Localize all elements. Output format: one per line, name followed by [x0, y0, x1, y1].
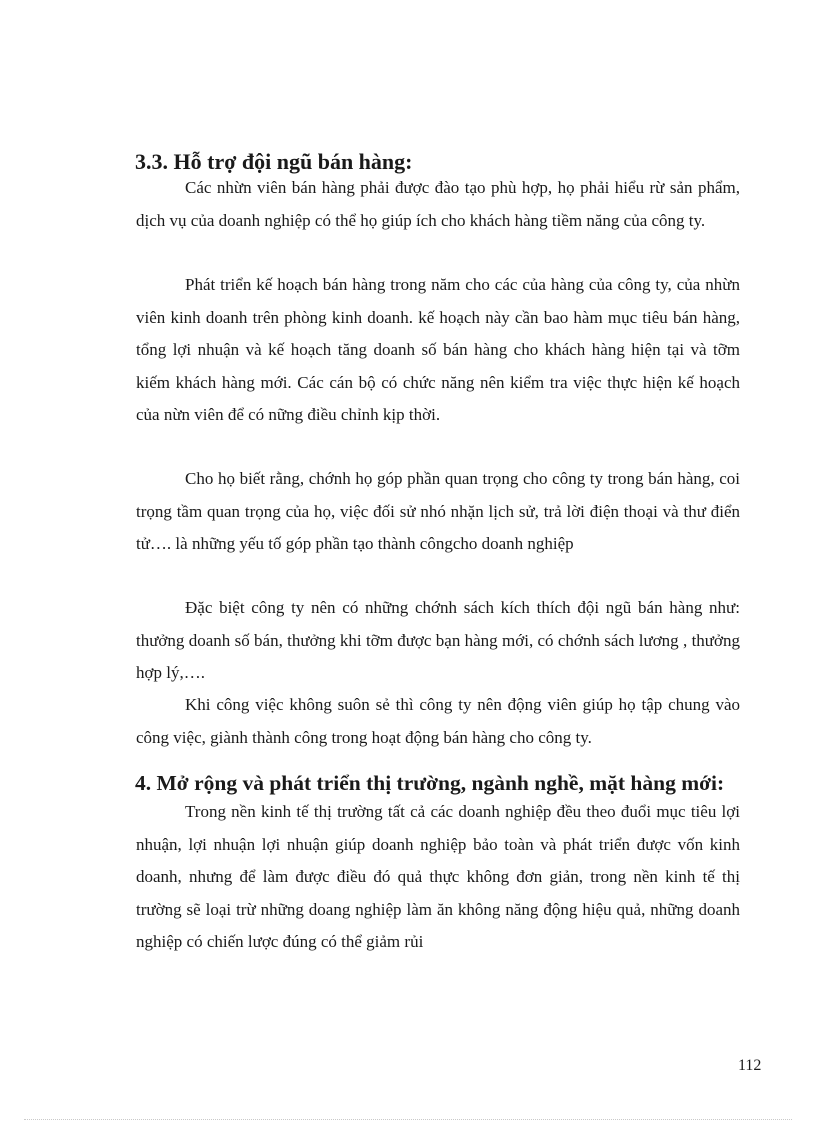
paragraph: Khi công việc không suôn sẻ thì công ty nên động viên giúp họ tập chung vào công việc, giành thành công trong hoạt động bán hàng cho công ty.: [136, 695, 740, 747]
paragraph: Các nhừn viên bán hàng phải được đào tạo phù hợp, họ phải hiểu rừ sản phẩm, dịch vụ của doanh nghiệp có thể họ giúp ích cho khách hàng tiềm năng của công ty.: [136, 178, 740, 230]
section-heading-4: 4. Mở rộng và phát triển thị trường, ngành nghề, mặt hàng mới:: [135, 771, 725, 795]
page-bottom-divider: [24, 1119, 792, 1120]
paragraph: Phát triển kế hoạch bán hàng trong năm cho các của hàng của công ty, của nhừn viên kinh doanh trên phòng kinh doanh. kế hoạch này cần bao hàm mục tiêu bán hàng, tổng lợi nhuận và kế hoạch tăng doanh số bán hàng cho khách hàng hiện tại và tỡm kiếm khách hàng mới. Các cán bộ có chức năng nên kiểm tra việc thực hiện kế hoạch của nừn viên để có nững điều chỉnh kịp thời.: [136, 275, 740, 424]
paragraph: Trong nền kinh tế thị trường tất cả các doanh nghiệp đều theo đuổi mục tiêu lợi nhuận, lợi nhuận lợi nhuận giúp doanh nghiệp bảo toàn và phát triển được vốn kinh doanh, nhưng để làm được điều đó quả thực không đơn giản, trong nền kinh tế thị trường sẽ loại trừ những doang nghiệp làm ăn không năng động hiệu quả, những doanh nghiệp có chiến lược đúng có thể giảm rủi: [136, 802, 740, 951]
paragraph: Đặc biệt công ty nên có những chớnh sách kích thích đội ngũ bán hàng như: thưởng doanh số bán, thưởng khi tỡm được bạn hàng mới, có chớnh sách lương , thưởng hợp lý,….: [136, 598, 740, 682]
paragraph: Cho họ biết rằng, chớnh họ góp phần quan trọng cho công ty trong bán hàng, coi trọng tầm quan trọng của họ, việc đối sử nhó nhặn lịch sử, trả lời điện thoại và thư điển tử…. là những yếu tố góp phần tạo thành côngcho doanh nghiệp: [136, 469, 740, 553]
page-number: 112: [738, 1057, 762, 1074]
section-heading-3-3: 3.3. Hỗ trợ đội ngũ bán hàng:: [135, 149, 413, 174]
